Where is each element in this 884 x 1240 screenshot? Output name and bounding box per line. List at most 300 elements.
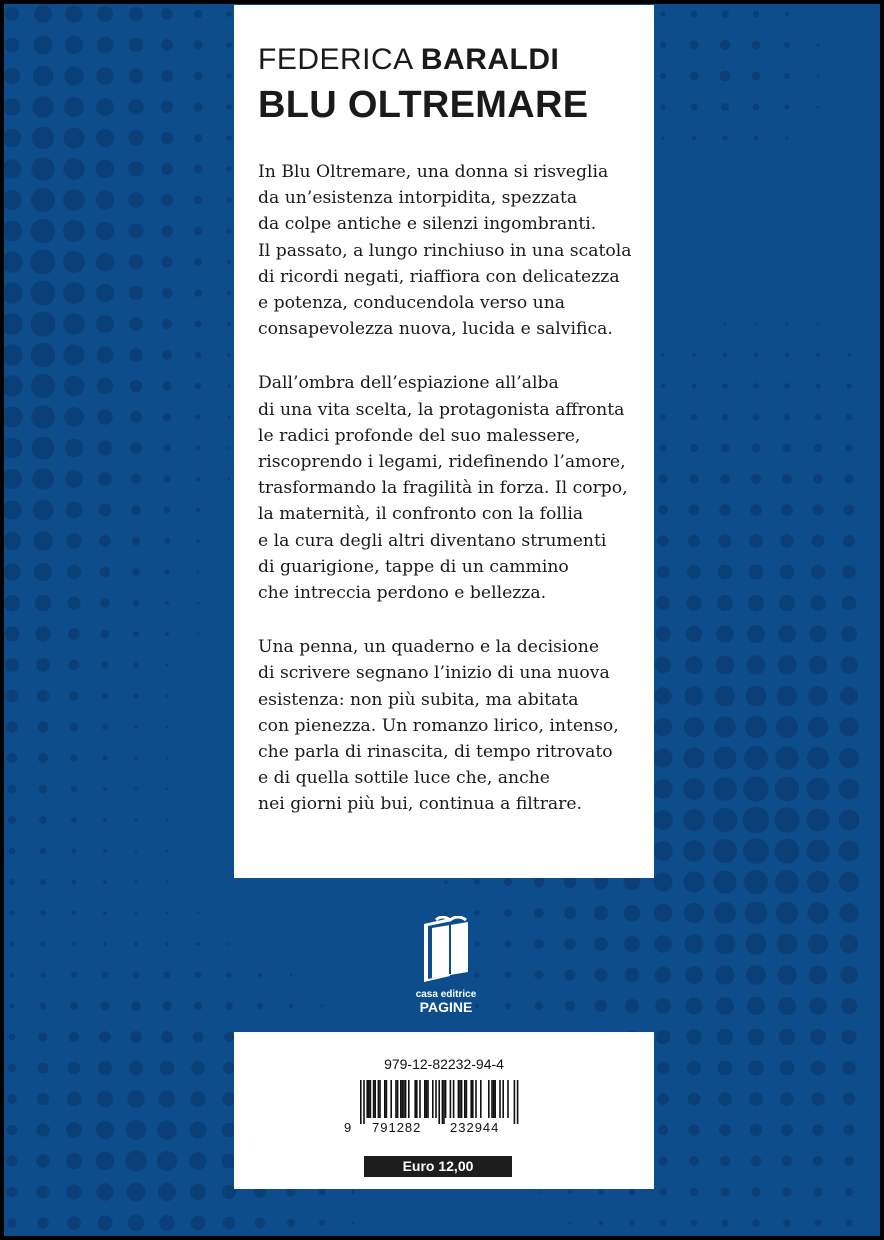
halftone-dot <box>629 1220 634 1225</box>
halftone-dot <box>565 1001 575 1011</box>
halftone-dot <box>807 778 830 801</box>
halftone-dot <box>96 160 115 179</box>
barcode-bar <box>374 1080 376 1118</box>
halftone-dot <box>656 596 670 610</box>
halftone-dot <box>661 384 666 389</box>
halftone-dot <box>97 409 113 425</box>
halftone-dot <box>660 1220 666 1226</box>
halftone-dot <box>683 840 705 862</box>
halftone-dot <box>747 625 765 643</box>
halftone-dot <box>661 353 664 356</box>
halftone-dot <box>38 1063 49 1074</box>
barcode-bar <box>373 1080 375 1118</box>
halftone-dot <box>839 872 859 892</box>
halftone-dot <box>8 816 16 824</box>
halftone-dot <box>714 871 737 894</box>
barcode-bar <box>472 1080 474 1118</box>
halftone-dot <box>538 1191 541 1194</box>
halftone-dot <box>781 504 793 516</box>
isbn-text: 979-12-82232-94-4 <box>384 1056 504 1072</box>
halftone-dot <box>7 1218 16 1227</box>
halftone-dot <box>196 477 201 482</box>
halftone-dot <box>68 1062 81 1075</box>
halftone-dot <box>34 5 52 23</box>
halftone-dot <box>654 904 672 922</box>
halftone-dot <box>754 136 759 141</box>
halftone-dot <box>161 194 173 206</box>
halftone-dot <box>194 289 201 296</box>
barcode-bar <box>416 1080 418 1118</box>
halftone-dot <box>161 70 173 82</box>
halftone-dot <box>128 161 143 176</box>
halftone-dot <box>690 444 698 452</box>
halftone-dot <box>659 444 666 451</box>
halftone-dot <box>720 71 731 82</box>
halftone-dot <box>692 136 697 141</box>
halftone-dot <box>163 444 171 452</box>
halftone-dot <box>319 1220 325 1226</box>
halftone-dot <box>809 966 828 985</box>
halftone-dot <box>504 940 511 947</box>
halftone-dot <box>126 1120 146 1140</box>
halftone-dot <box>31 405 54 428</box>
halftone-dot <box>164 507 170 513</box>
halftone-dot <box>190 1184 206 1200</box>
halftone-dot <box>810 626 827 643</box>
halftone-dot <box>685 966 703 984</box>
halftone-dot <box>684 717 704 737</box>
halftone-dot <box>778 625 796 643</box>
halftone-dot <box>197 633 199 635</box>
halftone-dot <box>96 222 115 241</box>
halftone-dot <box>226 166 231 171</box>
halftone-dot <box>97 6 113 22</box>
halftone-dot <box>194 41 203 50</box>
halftone-dot <box>166 757 169 760</box>
halftone-dot <box>67 1092 81 1106</box>
halftone-dot <box>64 66 83 85</box>
halftone-dot <box>743 776 768 801</box>
halftone-dot <box>190 1122 207 1139</box>
halftone-dot <box>103 911 107 915</box>
barcode-bar <box>445 1080 447 1118</box>
halftone-dot <box>752 413 759 420</box>
halftone-dot <box>721 1219 728 1226</box>
halftone-dot <box>748 1029 765 1046</box>
barcode-bar <box>450 1080 452 1118</box>
halftone-dot <box>35 595 52 612</box>
barcode-bar <box>368 1080 370 1118</box>
halftone-dot <box>564 938 576 950</box>
halftone-dot <box>63 282 85 304</box>
halftone-dot <box>722 383 728 389</box>
halftone-dot <box>133 631 139 637</box>
barcode-bar <box>414 1080 416 1118</box>
halftone-dot <box>752 1219 760 1227</box>
halftone-dot <box>134 787 137 790</box>
halftone-dot <box>63 158 84 179</box>
halftone-dot <box>815 383 820 388</box>
halftone-dot <box>748 1060 763 1075</box>
halftone-dot <box>661 136 664 139</box>
halftone-dot <box>690 41 699 50</box>
halftone-dot <box>688 1124 699 1135</box>
halftone-dot <box>808 717 829 738</box>
halftone-dot <box>9 910 15 916</box>
halftone-dot <box>692 353 696 357</box>
halftone-dot <box>70 723 78 731</box>
blurb-paragraph <box>258 370 630 606</box>
halftone-dot <box>4 344 23 366</box>
halftone-dot <box>98 1061 112 1075</box>
halftone-dot <box>625 999 639 1013</box>
halftone-dot <box>723 353 727 357</box>
halftone-dot <box>37 1093 49 1105</box>
halftone-dot <box>194 72 203 81</box>
halftone-dot <box>166 726 169 729</box>
halftone-dot <box>774 807 799 832</box>
halftone-dot <box>653 779 672 798</box>
blurb-line: che parla di rinascita, di tempo ritrovato <box>258 742 613 763</box>
barcode-bar <box>458 1080 460 1118</box>
halftone-dot <box>654 687 671 704</box>
halftone-dot <box>133 600 140 607</box>
barcode-bar <box>402 1080 404 1118</box>
halftone-dot <box>718 565 732 579</box>
halftone-dot <box>190 1091 205 1106</box>
book-back-cover <box>4 4 880 1236</box>
halftone-dot <box>71 786 77 792</box>
barcode-bar <box>443 1080 445 1124</box>
barcode-bar <box>360 1080 362 1124</box>
halftone-dot <box>31 343 56 368</box>
halftone-dot <box>691 383 696 388</box>
halftone-dot <box>134 818 137 821</box>
halftone-dot <box>31 157 54 180</box>
halftone-dot <box>688 1093 701 1106</box>
halftone-dot <box>97 1215 112 1230</box>
book-logo-icon <box>416 916 476 982</box>
halftone-dot <box>746 686 767 707</box>
halftone-dot <box>657 535 668 546</box>
halftone-dot <box>753 383 759 389</box>
halftone-dot <box>37 1186 50 1199</box>
halftone-dot <box>36 658 50 672</box>
halftone-dot <box>96 1152 115 1171</box>
halftone-dot <box>4 532 21 550</box>
blurb-line: da colpe antiche e silenzi ingombranti. <box>258 214 597 235</box>
halftone-dot <box>755 323 758 326</box>
halftone-dot <box>96 67 113 84</box>
halftone-dot <box>195 352 202 359</box>
halftone-dot <box>7 1125 18 1136</box>
halftone-dot <box>775 777 800 802</box>
halftone-dot <box>753 11 760 18</box>
halftone-dot <box>41 973 46 978</box>
halftone-dot <box>784 73 790 79</box>
halftone-dot <box>131 443 142 454</box>
halftone-dot <box>165 663 169 667</box>
halftone-dot <box>505 1003 511 1009</box>
halftone-dot <box>4 190 22 210</box>
halftone-dot <box>65 439 84 458</box>
halftone-dot <box>660 42 666 48</box>
halftone-dot <box>98 441 113 456</box>
barcode-bar <box>426 1080 428 1118</box>
halftone-dot <box>655 967 672 984</box>
halftone-dot <box>196 446 201 451</box>
halftone-dot <box>135 850 138 853</box>
halftone-dot <box>778 997 796 1015</box>
halftone-dot <box>660 104 665 109</box>
halftone-dot <box>683 871 704 892</box>
halftone-dot <box>568 1190 572 1194</box>
halftone-dot <box>63 220 85 242</box>
barcode-bar <box>363 1080 365 1124</box>
halftone-dot <box>655 626 670 641</box>
halftone-dot <box>31 281 56 306</box>
barcode-bar <box>502 1080 504 1118</box>
halftone-dot <box>194 165 203 174</box>
blurb-line: Il passato, a lungo rinchiuso in una scatola <box>258 240 632 261</box>
halftone-dot <box>319 1189 326 1196</box>
halftone-dot <box>684 934 703 953</box>
halftone-dot <box>64 407 84 427</box>
halftone-dot <box>807 902 828 923</box>
halftone-dot <box>812 504 823 515</box>
blurb-line: di una vita scelta, la protagonista affronta <box>258 399 625 420</box>
halftone-dot <box>164 569 169 574</box>
halftone-dot <box>65 470 83 488</box>
halftone-dot <box>71 817 77 823</box>
halftone-dot <box>4 159 22 178</box>
barcode-bar <box>494 1080 496 1118</box>
halftone-dot <box>69 691 78 700</box>
halftone-dot <box>720 40 730 50</box>
halftone-dot <box>660 73 666 79</box>
halftone-dot <box>36 1123 49 1136</box>
halftone-dot <box>745 716 767 738</box>
barcode-bar <box>384 1080 386 1118</box>
halftone-dot <box>69 1032 79 1042</box>
halftone-dot <box>38 753 48 763</box>
barcode-bar <box>514 1080 516 1124</box>
barcode-bar <box>400 1080 402 1118</box>
halftone-dot <box>809 656 827 674</box>
halftone-dot <box>775 839 800 864</box>
halftone-dot <box>809 997 826 1014</box>
halftone-dot <box>132 537 140 545</box>
halftone-dot <box>96 98 114 116</box>
halftone-dot <box>842 1061 856 1075</box>
halftone-dot <box>9 848 16 855</box>
halftone-dot <box>811 565 825 579</box>
halftone-dot <box>31 312 56 337</box>
blurb-line: In Blu Oltremare, una donna si risveglia <box>258 162 609 182</box>
halftone-dot <box>226 42 232 48</box>
halftone-dot <box>98 472 112 486</box>
halftone-dot <box>686 1029 701 1044</box>
blurb-line: Dall’ombra dell’espiazione all’alba <box>258 373 559 394</box>
halftone-dot <box>4 438 22 459</box>
halftone-dot <box>165 601 170 606</box>
blurb-line: da un’esistenza intorpidita, spezzata <box>258 188 578 209</box>
halftone-dot <box>688 535 700 547</box>
halftone-dot <box>721 103 729 111</box>
halftone-dot <box>776 902 798 924</box>
halftone-dot <box>4 98 21 115</box>
halftone-dot <box>165 942 169 946</box>
halftone-dot <box>504 878 512 886</box>
halftone-dot <box>535 971 544 980</box>
halftone-dot <box>534 877 544 887</box>
barcode-bar <box>424 1080 426 1118</box>
halftone-dot <box>161 163 173 175</box>
halftone-dot <box>161 39 173 51</box>
halftone-dot <box>8 1064 17 1073</box>
halftone-dot <box>595 969 608 982</box>
halftone-dot <box>157 1151 177 1171</box>
halftone-dot <box>4 406 23 427</box>
halftone-dot <box>129 38 143 52</box>
halftone-dot <box>96 1183 113 1200</box>
halftone-dot <box>807 871 829 893</box>
halftone-dot <box>840 935 858 953</box>
halftone-dot <box>683 778 705 800</box>
halftone-dot <box>5 7 19 21</box>
halftone-dot <box>839 903 858 922</box>
halftone-dot <box>686 626 702 642</box>
halftone-dot <box>36 1154 49 1167</box>
halftone-dot <box>810 1029 826 1045</box>
halftone-dot <box>684 903 704 923</box>
halftone-dot <box>721 444 730 453</box>
halftone-dot <box>783 444 792 453</box>
halftone-dot <box>159 1215 175 1231</box>
halftone-dot <box>777 934 798 955</box>
halftone-dot <box>31 219 55 243</box>
halftone-dot <box>685 687 704 706</box>
halftone-dot <box>713 777 737 801</box>
barcode-bar <box>464 1080 466 1118</box>
halftone-dot <box>594 937 608 951</box>
halftone-dot <box>653 841 672 860</box>
halftone-dot <box>844 474 853 483</box>
halftone-dot <box>656 1030 670 1044</box>
halftone-dot <box>816 43 819 46</box>
halftone-dot <box>130 411 142 423</box>
barcode-bar <box>390 1080 392 1118</box>
halftone-dot <box>70 1002 78 1010</box>
text-panel <box>234 5 654 878</box>
barcode-digits-right: 232944 <box>450 1120 500 1135</box>
halftone-dot <box>744 746 768 770</box>
halftone-dot <box>165 632 169 636</box>
halftone-dot <box>258 973 262 977</box>
halftone-dot <box>814 1188 823 1197</box>
halftone-dot <box>37 690 49 702</box>
halftone-dot <box>10 973 15 978</box>
halftone-dot <box>691 11 698 18</box>
barcode-bar <box>507 1080 509 1118</box>
barcode-bar <box>366 1080 368 1118</box>
halftone-dot <box>839 779 860 800</box>
halftone-dot <box>686 998 703 1015</box>
blurb-line: e di quella sottile luce che, anche <box>258 768 550 789</box>
halftone-dot <box>657 1093 669 1105</box>
halftone-dot <box>129 255 144 270</box>
halftone-dot <box>164 538 170 544</box>
halftone-dot <box>749 534 762 547</box>
halftone-dot <box>157 1120 176 1139</box>
halftone-dot <box>785 105 790 110</box>
halftone-dot <box>67 565 81 579</box>
halftone-dot <box>685 656 703 674</box>
halftone-dot <box>718 1061 733 1076</box>
halftone-dot <box>63 251 85 273</box>
halftone-dot <box>751 474 761 484</box>
halftone-dot <box>5 38 20 53</box>
barcode <box>356 1080 526 1124</box>
halftone-dot <box>66 1122 82 1138</box>
halftone-dot <box>714 902 736 924</box>
halftone-dot <box>846 1220 853 1227</box>
halftone-dot <box>686 595 701 610</box>
halftone-dot <box>195 321 202 328</box>
halftone-dot <box>161 132 173 144</box>
barcode-bar <box>466 1080 468 1118</box>
halftone-dot <box>4 375 23 396</box>
halftone-dot <box>72 942 76 946</box>
halftone-dot <box>226 73 232 79</box>
halftone-dot <box>624 936 640 952</box>
halftone-dot <box>784 42 790 48</box>
halftone-dot <box>716 997 734 1015</box>
halftone-dot <box>351 1221 354 1224</box>
halftone-dot <box>39 816 47 824</box>
halftone-dot <box>129 7 143 21</box>
blurb-line: nei giorni più bui, continua a filtrare. <box>258 794 583 815</box>
halftone-dot <box>807 809 830 832</box>
halftone-dot <box>444 880 448 884</box>
halftone-dot <box>659 475 668 484</box>
halftone-dot <box>4 68 20 84</box>
halftone-dot <box>161 8 173 20</box>
blurb-line: di scrivere segnano l’inizio di una nuova <box>258 663 610 684</box>
halftone-dot <box>813 1156 823 1166</box>
halftone-dot <box>31 250 56 275</box>
blurb-line: e la cura degli altri diventano strumenti <box>258 530 607 551</box>
halftone-dot <box>196 942 200 946</box>
halftone-dot <box>717 595 733 611</box>
halftone-dot <box>34 563 52 581</box>
halftone-dot <box>5 658 19 672</box>
halftone-dot <box>191 1061 204 1074</box>
halftone-dot <box>158 1183 176 1201</box>
halftone-dot <box>785 353 789 357</box>
halftone-dot <box>35 626 50 641</box>
halftone-dot <box>655 657 671 673</box>
halftone-dot <box>40 1003 47 1010</box>
halftone-dot <box>749 565 764 580</box>
halftone-dot <box>37 1217 49 1229</box>
halftone-dot <box>594 906 608 920</box>
halftone-dot <box>786 323 789 326</box>
halftone-dot <box>690 72 699 81</box>
halftone-dot <box>786 137 789 140</box>
halftone-dot <box>160 1061 174 1075</box>
halftone-dot <box>255 1218 266 1229</box>
